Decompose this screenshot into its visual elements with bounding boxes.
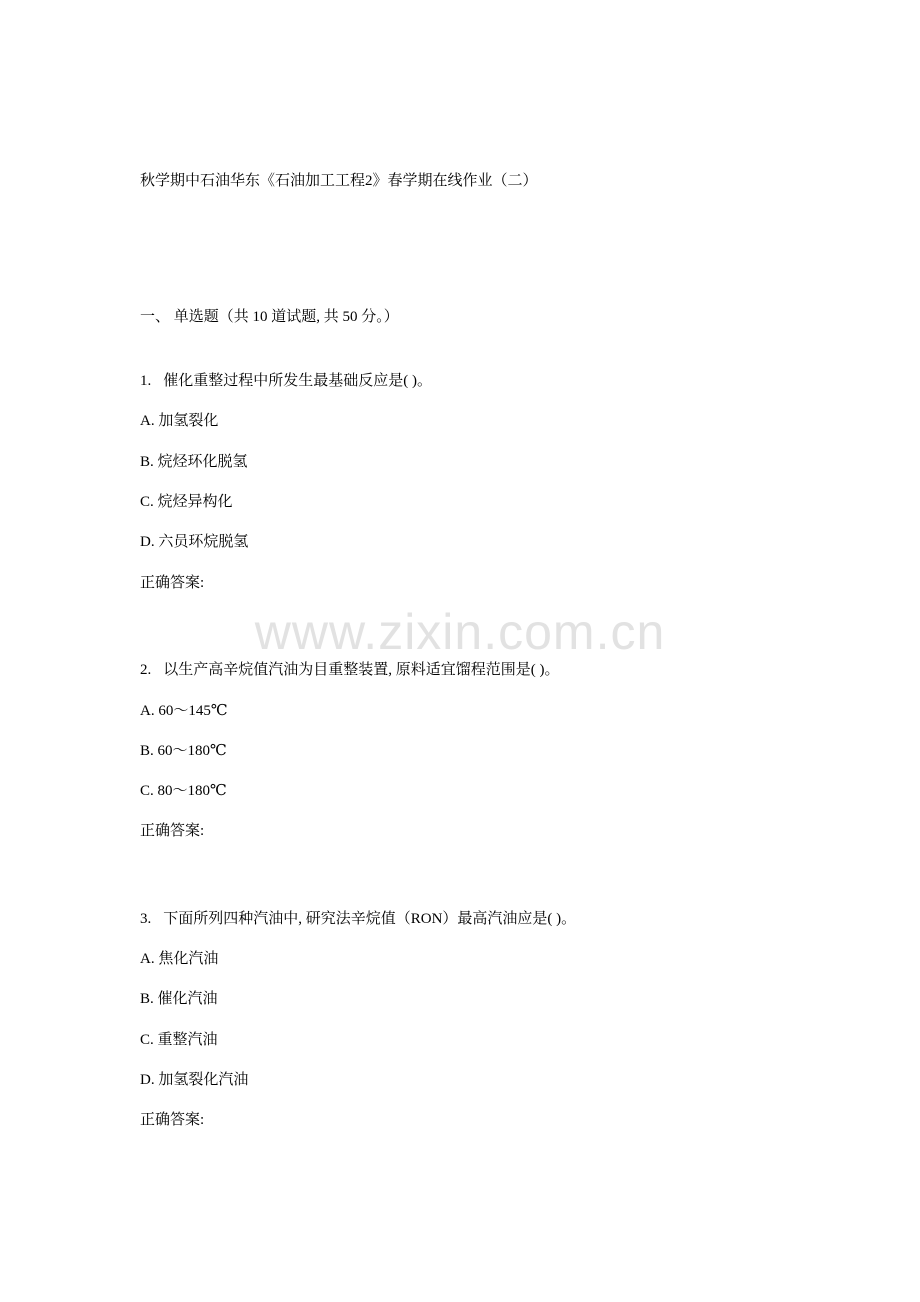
answer-label-1: 正确答案: <box>140 575 205 591</box>
watermark: www.zixin.com.cn <box>254 604 666 660</box>
answer-label-3: 正确答案: <box>140 1112 205 1128</box>
option-2c: C. 80～180℃ <box>140 783 227 799</box>
question-2 <box>140 660 560 680</box>
question-text: 以生产高辛烷值汽油为目重整装置, 原料适宜馏程范围是( )。 <box>163 662 560 678</box>
question-text: 催化重整过程中所发生最基础反应是( )。 <box>163 373 432 389</box>
question-number: 2. <box>140 662 152 678</box>
section-header: 一、 单选题（共 10 道试题, 共 50 分。） <box>140 309 399 325</box>
question-1 <box>140 371 432 391</box>
option-2b: B. 60～180℃ <box>140 743 227 759</box>
answer-label-2: 正确答案: <box>140 823 205 839</box>
question-number: 3. <box>140 911 152 927</box>
option-3b: B. 催化汽油 <box>140 991 218 1007</box>
option-1d: D. 六员环烷脱氢 <box>140 534 249 550</box>
question-3 <box>140 909 576 929</box>
option-1b: B. 烷烃环化脱氢 <box>140 454 248 470</box>
option-3a: A. 焦化汽油 <box>140 951 219 967</box>
question-text: 下面所列四种汽油中, 研究法辛烷值（RON）最高汽油应是( )。 <box>163 911 577 927</box>
option-2a: A. 60～145℃ <box>140 703 228 719</box>
document-title: 秋学期中石油华东《石油加工工程2》春学期在线作业（二） <box>140 173 538 189</box>
question-number: 1. <box>140 373 152 389</box>
option-3d: D. 加氢裂化汽油 <box>140 1072 249 1088</box>
option-1c: C. 烷烃异构化 <box>140 494 233 510</box>
option-1a: A. 加氢裂化 <box>140 413 219 429</box>
option-3c: C. 重整汽油 <box>140 1032 218 1048</box>
